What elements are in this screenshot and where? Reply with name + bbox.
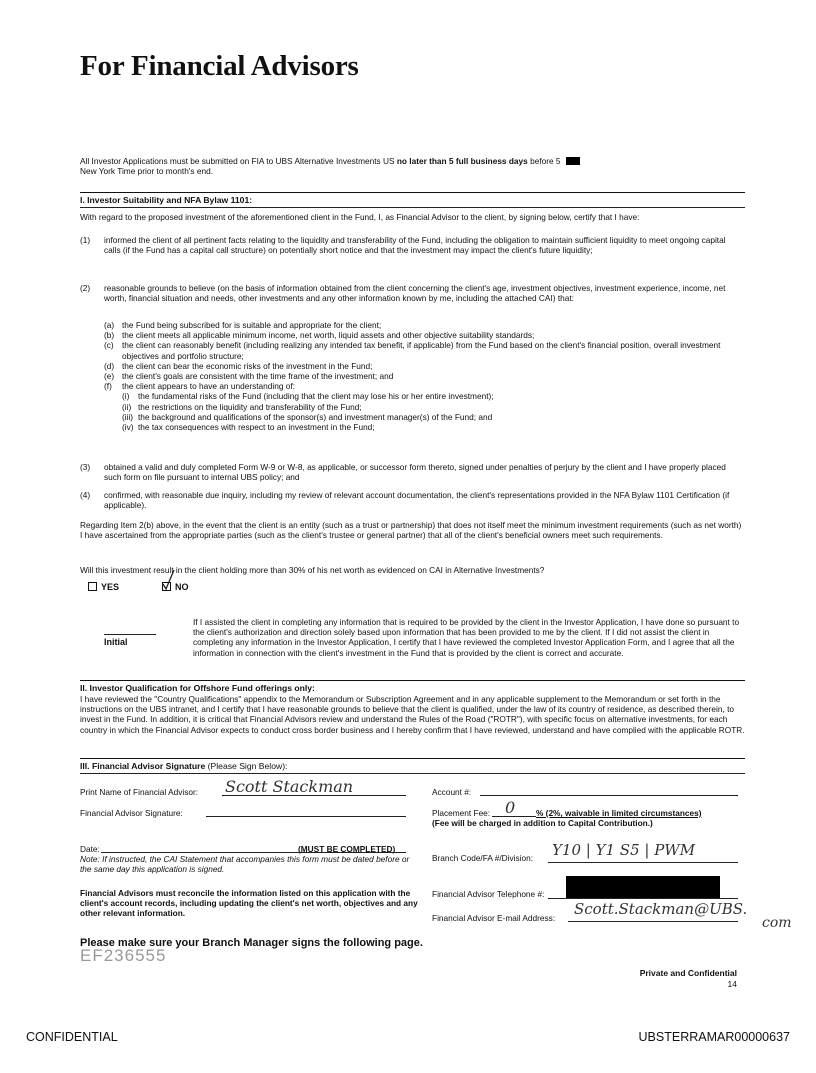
branch-value: Y10 | Y1 S5 | PWM (552, 841, 696, 859)
list-item: (ii) the restrictions on the liquidity and transferability of the Fund; (122, 401, 362, 412)
phone-field[interactable] (548, 898, 738, 899)
intro-text-a: All Investor Applications must be submitted on FIA to UBS Alternative Investments US (80, 156, 397, 166)
redaction-block (566, 157, 580, 165)
account-field[interactable] (480, 795, 738, 796)
date-note: Note: If instructed, the CAI Statement that accompanies this form must be dated before or the same day this application is signed. (80, 854, 410, 875)
list-item: (iv) the tax consequences with respect to an investment in the Fund; (122, 421, 375, 432)
list-item: (d) the client can bear the economic risks of the investment in the Fund; (104, 360, 373, 371)
regarding-paragraph: Regarding Item 2(b) above, in the event that the client is an entity (such as a trust or partnership) that does not itself meet the minimum investment requirements (such as net worth) I have ascertained from the appropriate parties (such as the client's trustee or general partner) that all of the client's beneficial owners meet such requirements. (80, 520, 742, 541)
yes-option[interactable]: YES (88, 582, 119, 592)
divider (80, 207, 745, 208)
divider (80, 192, 745, 193)
intro (80, 156, 760, 176)
list-item: (f) the client appears to have an understanding of: (104, 381, 295, 392)
list-item: (i) the fundamental risks of the Fund (including that the client may lose his or her entire investment); (122, 391, 494, 402)
confidential-stamp: CONFIDENTIAL (26, 1030, 118, 1044)
redaction-block (566, 876, 720, 898)
section2-heading: II. Investor Qualification for Offshore Fund offerings only: (80, 683, 315, 693)
divider (80, 758, 745, 759)
signature-label: Financial Advisor Signature: (80, 808, 183, 818)
date-label: Date: (80, 844, 100, 854)
net-worth-question: Will this investment result in the client holding more than 30% of his net worth as evidenced on CAI in Alternative Investments? (80, 565, 545, 575)
branch-manager-note: Please make sure your Branch Manager signs the following page. (80, 937, 423, 949)
bates-number: UBSTERRAMAR00000637 (638, 1030, 790, 1044)
section1-item2: (2) reasonable grounds to believe (on the basis of information obtained from the client concerning the client's age, investment objectives, investment experience, income, net worth, financial situation and needs, other investments and any other information known by me, including the attached CAI) that: (80, 283, 726, 304)
branch-label: Branch Code/FA #/Division: (432, 853, 533, 863)
phone-label: Financial Advisor Telephone #: (432, 889, 545, 899)
email-label: Financial Advisor E-mail Address: (432, 913, 556, 923)
intro-deadline: no later than 5 full business days (396, 156, 528, 166)
initial-line[interactable] (104, 634, 156, 635)
section1-item3: (3) obtained a valid and duly completed Form W-9 or W-8, as applicable, or successor form thereto, signed under penalties of perjury by the client and I have properly placed such form on file pursuant to internal UBS policy; and (80, 462, 726, 483)
placement-fee-value: 0 (505, 798, 516, 817)
form-code: EF236555 (80, 946, 167, 965)
check-mark-icon (162, 569, 176, 591)
list-item: (iii) the background and qualifications of the sponsor(s) and investment manager(s) of the Fund; and (122, 411, 493, 422)
branch-field[interactable] (548, 862, 738, 863)
section1-lead: With regard to the proposed investment of the aforementioned client in the Fund, I, as Financial Advisor to the client, by signing below, certify that I have: (80, 212, 640, 222)
intro-line2: New York Time prior to month's end. (80, 166, 214, 177)
print-name-label: Print Name of Financial Advisor: (80, 787, 199, 797)
signature-field[interactable] (206, 816, 406, 817)
no-option[interactable]: NO (162, 582, 189, 592)
initial-label: Initial (104, 637, 128, 647)
section2-text: I have reviewed the "Country Qualifications" appendix to the Memorandum or Subscription Agreement and in any applicable supplement to the Memorandum or set forth in the instructions on the UBS intranet, and I certify that I have reasonable grounds to believe that the client is qualified, under the law of its country of residence, as described therein, to invest in the Fund. In addition, it is critical that Financial Advisors review and understand the Rules of the Road ("ROTR"), with specific focus on alternative investments, for each country in which the Financial Advisor expects to conduct cross border business and I hereby confirm that I have reviewed, understand and have complied with the applicable ROTR. (80, 694, 745, 735)
email-value: Scott.Stackman@UBS. (574, 900, 748, 918)
account-label: Account #: (432, 787, 472, 797)
must-be-completed: (MUST BE COMPLETED) (298, 844, 396, 854)
placement-fee-label: Placement Fee: (432, 808, 491, 818)
divider (80, 680, 745, 681)
section1-heading: I. Investor Suitability and NFA Bylaw 1101: (80, 195, 253, 205)
understanding-list (122, 391, 744, 432)
section3-heading: III. Financial Advisor Signature (Please Sign Below): (80, 761, 288, 771)
reconcile-note: Financial Advisors must reconcile the information listed on this application with the client's account records, including updating the client's net worth, objectives and any other relevant information. (80, 888, 418, 919)
email-field[interactable] (568, 921, 738, 922)
section1-item1: (1) informed the client of all pertinent facts relating to the liquidity and transferability of the Fund, including the obligation to maintain sufficient liquidity to meet ongoing capital calls (if the Fund has a capital call structure) on potentially short notice and that the investment may impact the client's future liquidity; (80, 235, 726, 256)
placement-fee-note: % (2%, waivable in limited circumstances) (536, 808, 702, 818)
placement-fee-note2: (Fee will be charged in addition to Capital Contribution.) (432, 818, 653, 828)
list-item: (c) the client can reasonably benefit (including realizing any intended tax benefit, if applicable) from the Fund based on the client's financial position, overall investment objectives and portfolio structure; (104, 340, 721, 361)
no-checkbox[interactable] (162, 582, 171, 591)
yes-checkbox[interactable] (88, 582, 97, 591)
list-item: (e) the client's goals are consistent with the time frame of the investment; and (104, 370, 394, 381)
page-number: 14 (727, 979, 737, 989)
section1-item4: (4) confirmed, with reasonable due inquiry, including my review of relevant account documentation, the client's representations provided in the NFA Bylaw 1101 Certification (if applicable). (80, 490, 730, 511)
email-value-continued: com (762, 915, 792, 931)
criteria-list (104, 320, 744, 432)
private-confidential: Private and Confidential (639, 968, 737, 978)
list-item: (a) the Fund being subscribed for is suitable and appropriate for the client; (104, 320, 382, 330)
divider (80, 773, 745, 774)
list-item: (b) the client meets all applicable minimum income, net worth, liquid assets and other objective suitability standards; (104, 330, 535, 341)
initial-text: If I assisted the client in completing any information that is required to be provided by the client in the Investor Application, I have done so pursuant to the client's authorization and direction solely based upon information that has been provided to me by the client. If I did not assist the client in completing any information in the Investor Application, I certify that I have reviewed the completed Investor Application Form, and I agree that all the information in connection with the client's investment in the Fund that is provided by the client is correct and accurate. (193, 617, 740, 658)
print-name-value: Scott Stackman (225, 777, 354, 796)
page-title: For Financial Advisors (80, 50, 359, 82)
intro-text-b: before 5 (527, 156, 561, 166)
